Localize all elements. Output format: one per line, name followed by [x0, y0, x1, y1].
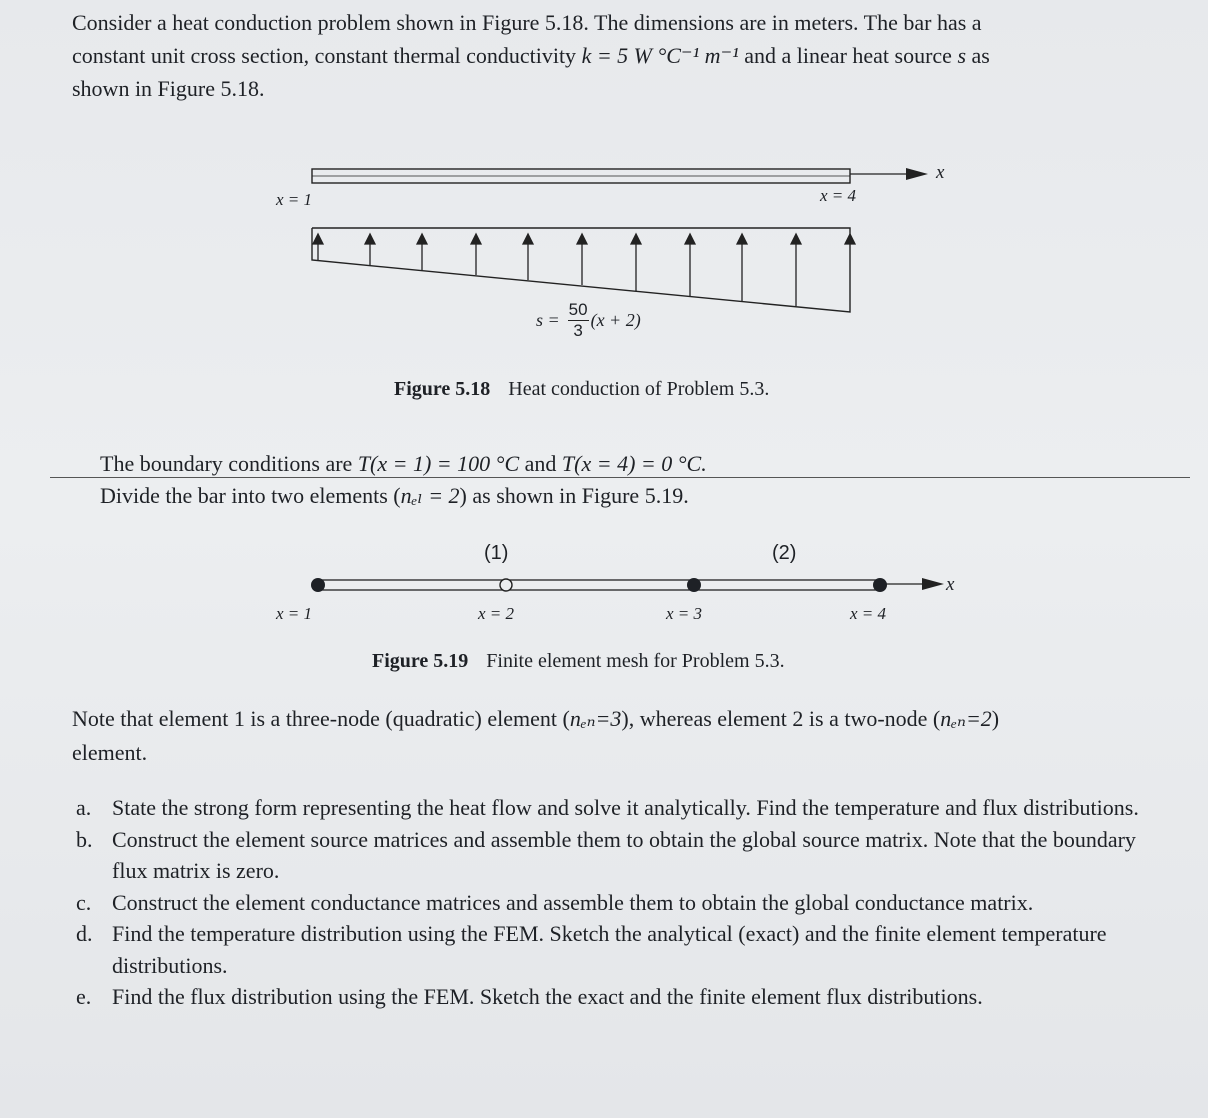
node-x1 [311, 578, 325, 592]
source-eq-fraction [568, 300, 589, 341]
source-eq-numerator: 50 [568, 300, 588, 319]
fig519-caption-text: Finite element mesh for Problem 5.3. [486, 650, 785, 672]
note-line-2: element. [72, 740, 148, 765]
problem-item [70, 918, 1160, 981]
intro-paragraph [72, 6, 1162, 105]
source-eq-denominator: 3 [573, 321, 583, 340]
fig518-x-axis-label: x [936, 162, 945, 183]
fig518-caption-label: Figure 5.18 [394, 378, 491, 400]
nen2-math: nₑₙ=2 [940, 706, 992, 731]
fig519-caption-label: Figure 5.19 [372, 650, 469, 672]
node-x2-midside [500, 579, 512, 591]
item-text: Find the temperature distribution using the FEM. Sketch the analytical (exact) and the finite element temperature distributions. [112, 921, 1107, 978]
note-line-1-mid: ), whereas element 2 is a two-node ( [621, 706, 941, 731]
fig519-x-axis-label: x [946, 574, 955, 595]
boundary-line-2-post: ) as shown in Figure 5.19. [459, 483, 689, 508]
item-letter: a. [76, 795, 92, 820]
fig519-node-label-2: x = 2 [478, 604, 515, 623]
item-letter: c. [76, 889, 92, 915]
boundary-math-1: T(x = 1) = 100 °C [357, 451, 520, 476]
source-eq-rhs: (x + 2) [590, 310, 641, 330]
boundary-line-2-pre: Divide the bar into two elements ( [100, 483, 401, 508]
nen3-math: nₑₙ=3 [569, 706, 622, 731]
figure-5-19-caption [372, 650, 785, 673]
item-text: Construct the element source matrices and assemble them to obtain the global source matrix. Note that the boundary flux matrix is zero. [112, 826, 1136, 883]
problem-item [70, 887, 1160, 919]
x-axis-arrow-icon [906, 168, 928, 180]
boundary-line-1-mid: and [519, 451, 562, 476]
intro-line-3: shown in Figure 5.18. [72, 76, 265, 101]
item-letter: d. [76, 921, 93, 946]
problem-items-list [70, 792, 1160, 1013]
conductivity-math: k = 5 W °C⁻¹ m⁻¹ [581, 43, 739, 68]
intro-line-2-pre: constant unit cross section, constant thermal conductivity [72, 43, 582, 68]
problem-item [70, 792, 1160, 824]
boundary-line-1-pre: The boundary conditions are [100, 451, 358, 476]
boundary-math-2: T(x = 4) = 0 °C. [561, 451, 707, 476]
intro-line-1: Consider a heat conduction problem shown in Figure 5.18. The dimensions are in meters. The bar has a [72, 10, 982, 35]
figure-5-18-caption [394, 378, 769, 401]
element-1-label: (1) [484, 542, 509, 564]
note-line-1-pre: Note that element 1 is a three-node (quadratic) element ( [72, 706, 570, 731]
note-paragraph [72, 702, 1182, 770]
intro-line-2-end: as [966, 43, 990, 68]
problem-item [70, 981, 1160, 1013]
mesh-bar [318, 580, 880, 590]
fig519-node-label-4: x = 4 [850, 604, 887, 623]
source-symbol: s [957, 43, 967, 68]
item-letter: b. [76, 826, 93, 852]
boundary-paragraph [100, 448, 1100, 512]
source-equation [536, 300, 641, 341]
fig519-node-label-3: x = 3 [666, 604, 703, 623]
fig518-left-label: x = 1 [276, 190, 313, 209]
problem-item [70, 824, 1160, 887]
fig518-caption-text: Heat conduction of Problem 5.3. [508, 378, 770, 400]
item-text: State the strong form representing the heat flow and solve it analytically. Find the temperature and flux distributions. [112, 795, 1139, 820]
fig519-node-label-1: x = 1 [276, 604, 313, 623]
note-line-1-end: ) [991, 706, 1000, 731]
source-arrows [313, 234, 855, 306]
page-crease-line [50, 477, 1190, 478]
fig518-right-label: x = 4 [820, 186, 857, 205]
node-x4 [873, 578, 887, 592]
element-count-math: nₑₗ = 2 [400, 483, 460, 508]
item-letter: e. [76, 984, 92, 1009]
element-2-label: (2) [772, 542, 797, 564]
figure-5-19-diagram [0, 566, 1208, 606]
node-x3 [687, 578, 701, 592]
source-eq-lhs: s = [536, 310, 560, 330]
item-text: Find the flux distribution using the FEM. Sketch the exact and the finite element flux distributions. [112, 984, 983, 1009]
mesh-x-axis-arrow-icon [922, 578, 944, 590]
intro-line-2-post: and a linear heat source [738, 43, 958, 68]
item-text: Construct the element conductance matrices and assemble them to obtain the global conductance matrix. [112, 889, 1034, 915]
